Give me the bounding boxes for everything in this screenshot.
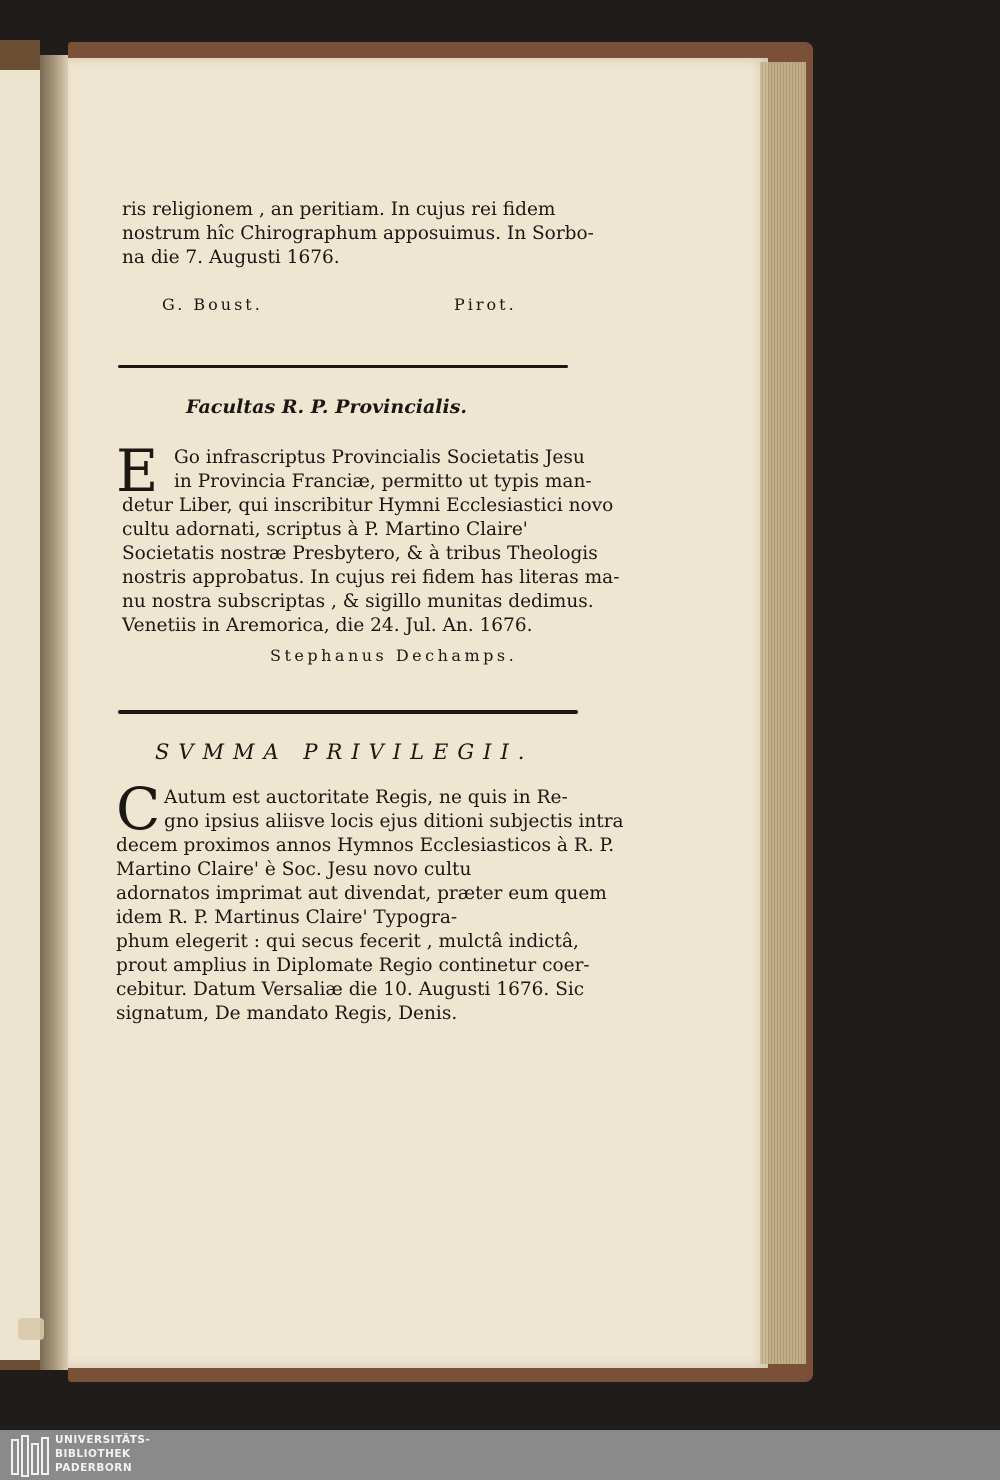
text-line: prout amplius in Diplomate Regio continetur coer- — [116, 955, 590, 976]
text-line: Autum est auctoritate Regis, ne quis in Re- — [164, 787, 568, 808]
page-edges — [760, 62, 806, 1364]
text-line: Venetiis in Aremorica, die 24. Jul. An. 1676. — [122, 615, 533, 636]
signature-boust: G. Boust. — [162, 295, 263, 314]
library-logo-icon — [10, 1434, 50, 1478]
library-name — [55, 1433, 150, 1475]
logo-line: UNIVERSITÄTS- — [55, 1434, 151, 1446]
text-line: nostrum hîc Chirographum apposuimus. In Sorbo- — [122, 223, 594, 244]
summa-heading: SVMMA PRIVILEGII. — [155, 740, 534, 764]
library-footer — [0, 1430, 1000, 1480]
text-line: phum elegerit : qui secus fecerit , mulctâ indictâ, — [116, 931, 579, 952]
text-line: detur Liber, qui inscribitur Hymni Ecclesiastici novo — [122, 495, 614, 516]
text-line: nu nostra subscriptas , & sigillo munitas dedimus. — [122, 591, 594, 612]
facultas-heading: Facultas R. P. Provincialis. — [186, 396, 468, 418]
divider-rule — [118, 710, 578, 714]
text-line: Go infrascriptus Provincialis Societatis Jesu — [174, 447, 585, 468]
text-line: adornatos imprimat aut divendat, præter eum quem — [116, 883, 607, 904]
logo-line: PADERBORN — [55, 1462, 133, 1474]
text-line: cebitur. Datum Versaliæ die 10. Augusti 1676. Sic — [116, 979, 585, 1000]
drop-cap-c: C — [116, 775, 161, 843]
logo-line: BIBLIOTHEK — [55, 1448, 131, 1460]
text-line: nostris approbatus. In cujus rei fidem has literas ma- — [122, 567, 620, 588]
signature-dechamps: Stephanus Dechamps. — [270, 646, 518, 665]
text-line: gno ipsius aliisve locis ejus ditioni subjectis intra — [164, 811, 624, 832]
text-line: cultu adornati, scriptus à P. Martino Claire' — [122, 519, 528, 540]
text-line: Societatis nostræ Presbytero, & à tribus Theologis — [122, 543, 598, 564]
signature-pirot: Pirot. — [454, 295, 517, 314]
text-line: ris religionem , an peritiam. In cujus rei fidem — [122, 199, 556, 220]
text-line: idem R. P. Martinus Claire' Typogra- — [116, 907, 458, 928]
left-page-edge — [0, 70, 42, 1360]
text-line: in Provincia Franciæ, permitto ut typis man- — [174, 471, 592, 492]
text-line: na die 7. Augusti 1676. — [122, 247, 340, 268]
text-line: Martino Claire' è Soc. Jesu novo cultu — [116, 859, 472, 880]
binding-thread — [18, 1318, 44, 1340]
divider-rule — [118, 365, 568, 368]
text-line: decem proximos annos Hymnos Ecclesiasticos à R. P. — [116, 835, 615, 856]
book-gutter — [40, 55, 68, 1370]
drop-cap-e: E — [116, 437, 159, 505]
text-line: signatum, De mandato Regis, Denis. — [116, 1003, 458, 1024]
